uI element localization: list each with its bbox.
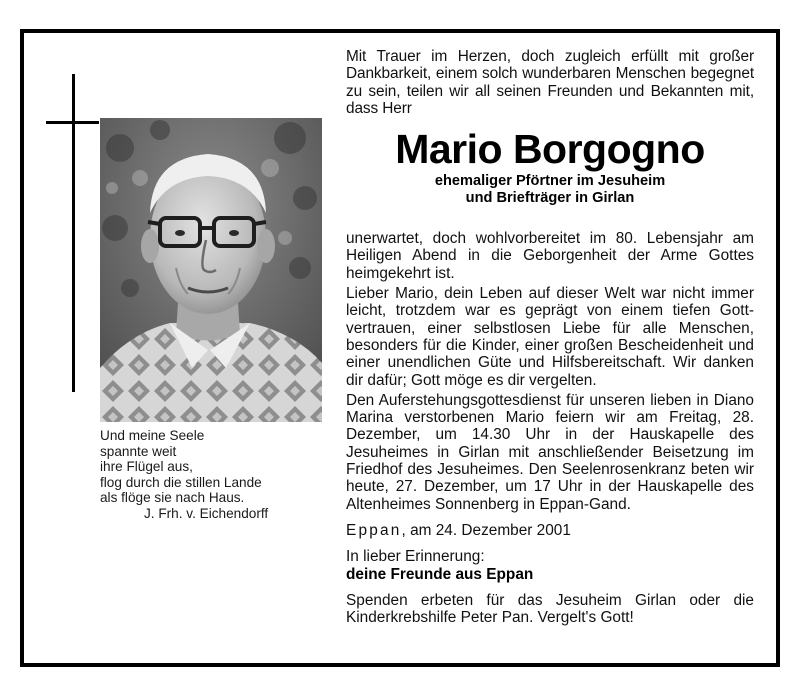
signoff-lead: In lieber Erinnerung: [346,548,485,566]
deceased-name: Mario Borgogno [395,126,705,173]
dateline-place: Eppan [346,521,402,539]
poem-line: ihre Flügel aus, [100,459,193,475]
obituary-text [346,48,754,626]
portrait-photo [100,118,322,422]
dateline-date: , am 24. Dezember 2001 [401,521,571,539]
poem-line: spannte weit [100,443,177,459]
cross-icon-bar [46,121,99,124]
dateline [346,522,754,539]
service-paragraph: Den Auferstehungsgottesdienst für unseren lieben in Diano Marina verstorbenen Mario feiern wir am Freitag, 28. Dezember, um 14.30 Uhr in der Hauskapelle des Jesuheimes in Girlan mit anschließender Beisetzung im Friedhof des Jesuheimes. Den Seelenrosenkranz beten wir heute, 27. Dezember, um 17 Uhr in der Hauskapelle des Altenheimes Sonnenberg in Eppan-Gand. [346,391,754,513]
poem-author: J. Frh. v. Eichendorff [144,505,269,521]
poem-line: als flöge sie nach Haus. [100,490,245,506]
intro-paragraph: Mit Trauer im Herzen, doch zugleich erfüllt mit großer Dankbarkeit, einem solch wunderbaren Menschen begegnet zu sein, teilen wir all seinen Freunden und Bekannten mit, dass Herr [346,48,754,117]
passing-paragraph: unerwartet, doch wohlvorbereitet im 80. Lebensjahr am Heiligen Abend in die Geborgenheit der Arme Gottes heimgekehrt ist. [346,230,754,282]
donation-paragraph: Spenden erbeten für das Jesuheim Girlan oder die Kinderkrebshilfe Peter Pan. Vergelt's Gott! [346,591,754,627]
signoff [346,548,754,583]
poem-line: Und meine Seele [100,428,205,443]
role-line: ehemaliger Pförtner im Jesuheim [434,173,666,190]
poem-line: flog durch die stillen Lande [100,474,262,490]
poem [100,428,340,522]
tribute-paragraph: Lieber Mario, dein Leben auf dieser Welt war nicht immer leicht, trotzdem war es geprägt von einem tiefen Gottvertrauen, einer selbstlosen Liebe für alle Menschen, besonders für die Kinder, einer großen Bescheidenheit und einer unendlichen Güte und Hilfsbereitschaft. Wir danken dir dafür; Gott möge es dir vergelten. [346,285,754,389]
role-line: und Briefträger in Girlan [465,190,635,207]
signoff-name: deine Freunde aus Eppan [346,565,534,583]
deceased-roles [346,173,754,207]
